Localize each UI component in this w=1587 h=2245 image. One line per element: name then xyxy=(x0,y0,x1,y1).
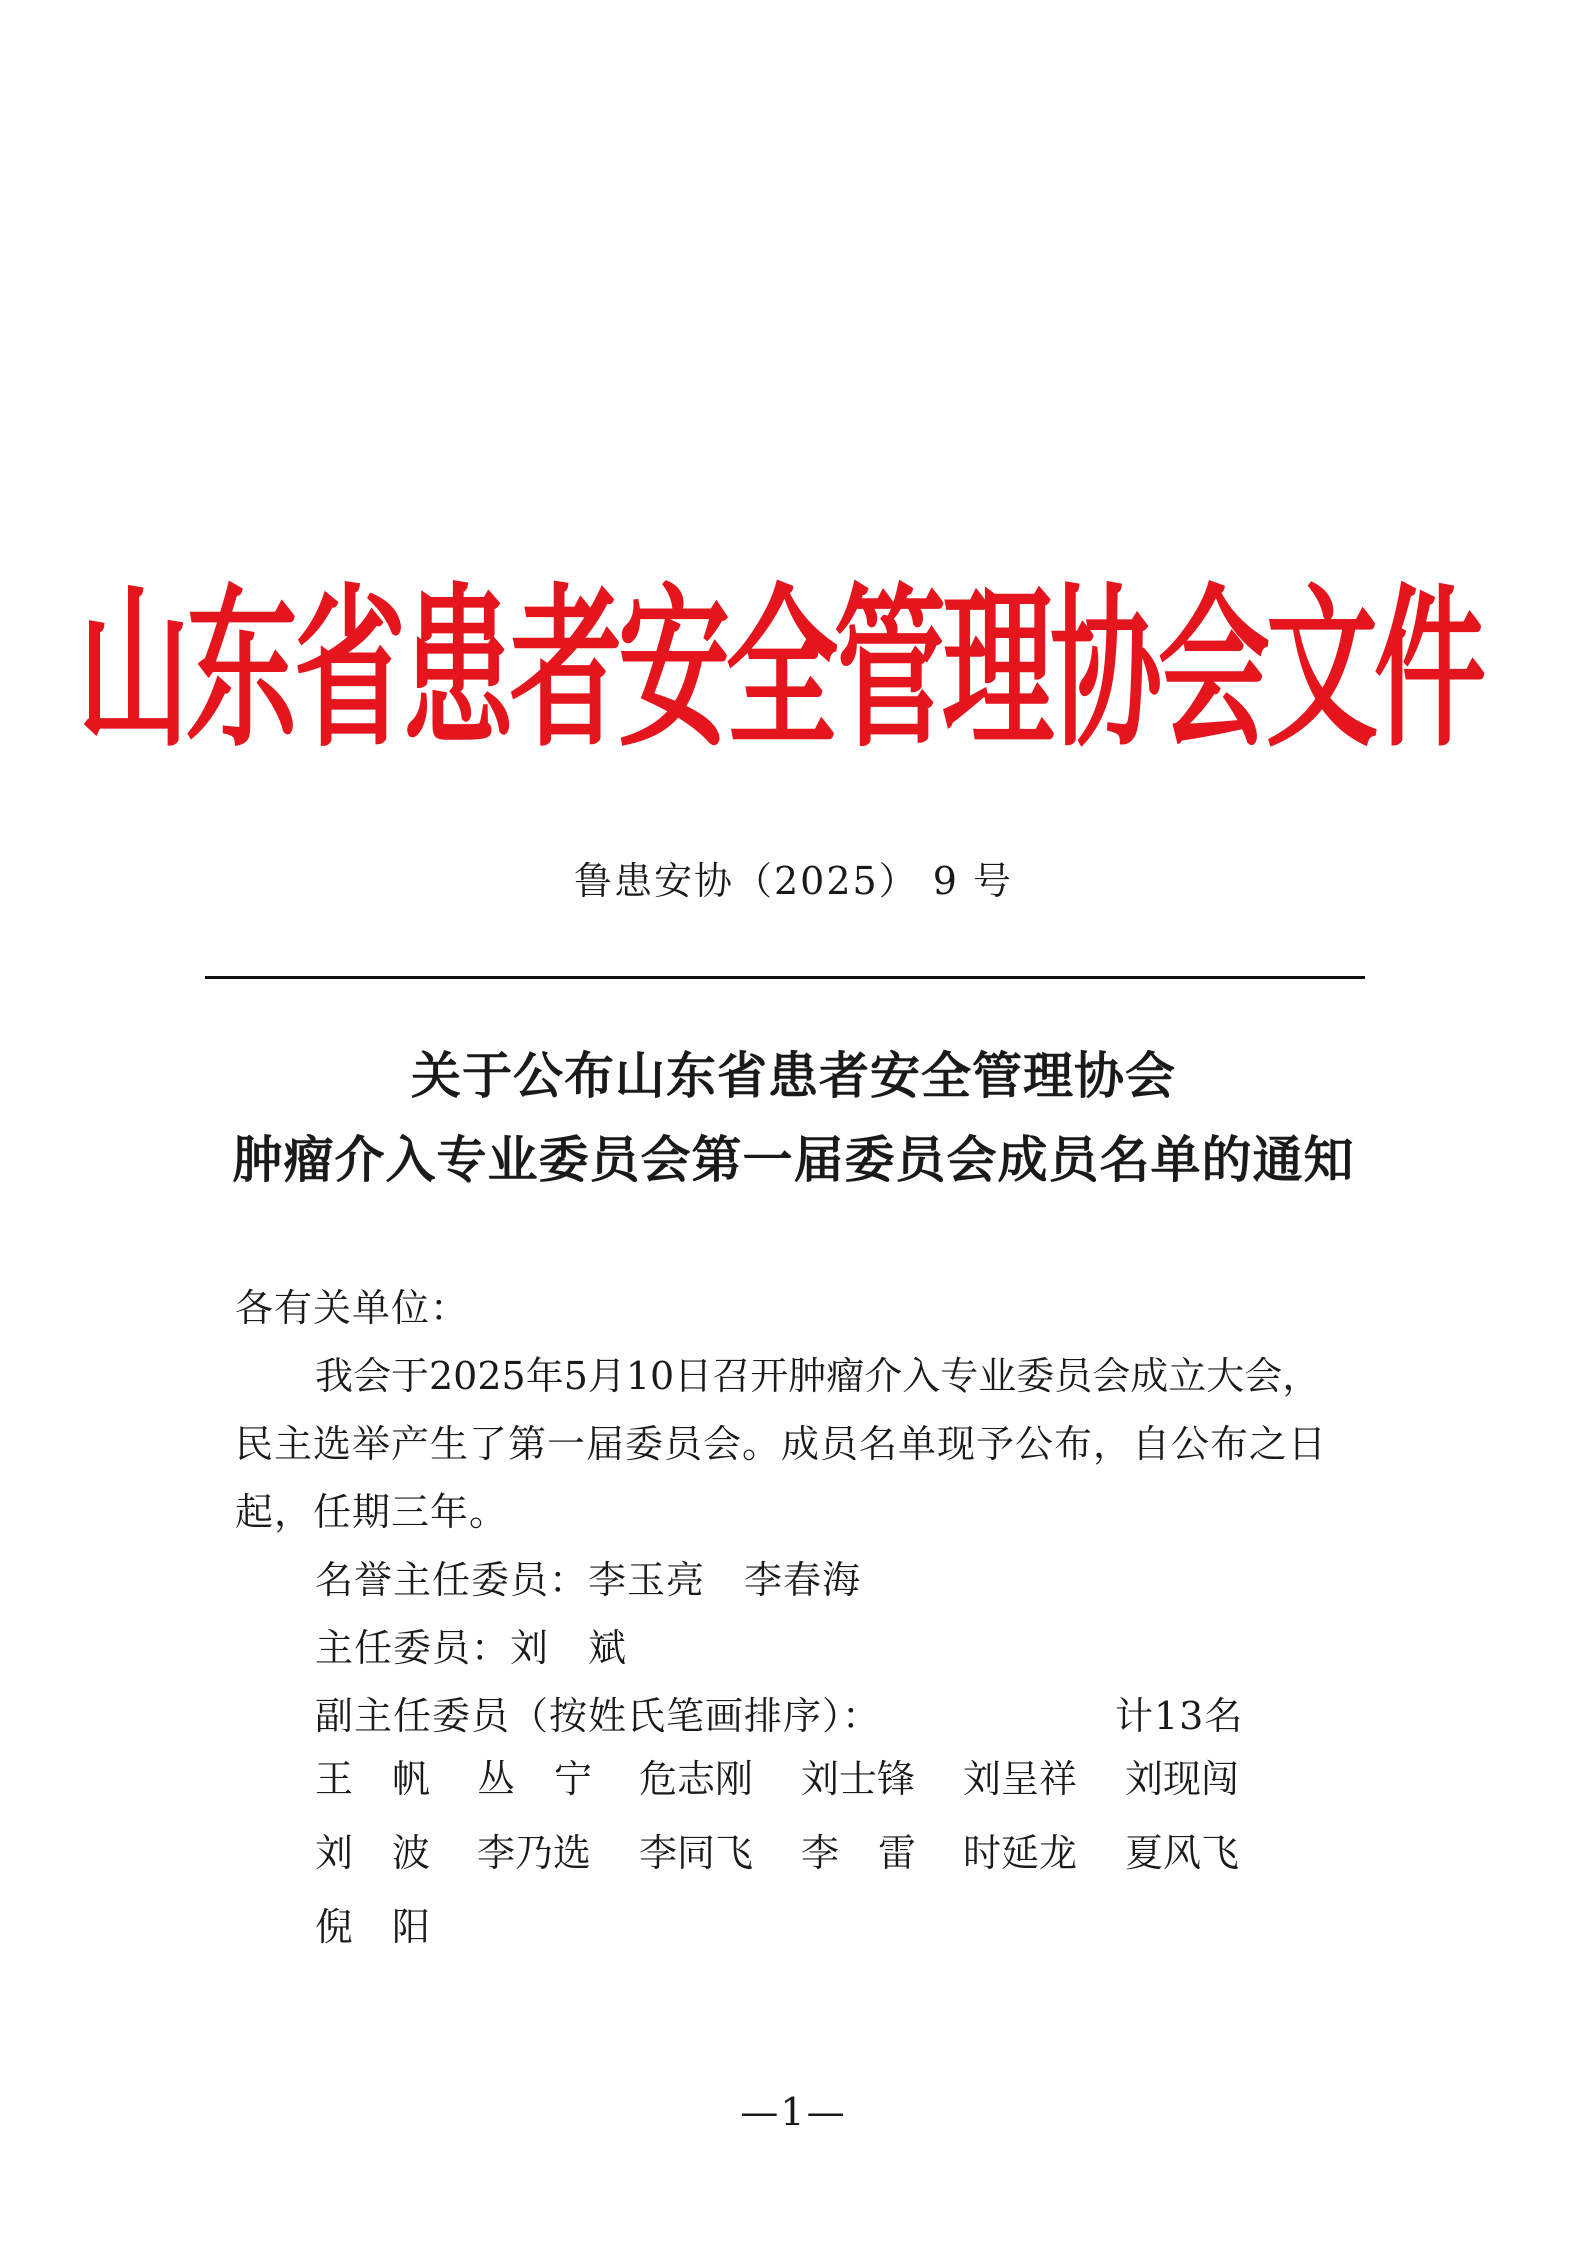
deputy-member-name: 李乃选 xyxy=(477,1831,592,1875)
deputy-member-name: 李 雷 xyxy=(801,1831,916,1875)
deputy-member-name: 倪 阳 xyxy=(315,1905,430,1949)
deputy-member-name: 刘士锋 xyxy=(801,1757,916,1801)
body-paragraph-line-1: 我会于2025年5月10日召开肿瘤介入专业委员会成立大会， xyxy=(315,1354,1321,1398)
notice-title-line-1: 关于公布山东省患者安全管理协会 xyxy=(411,1047,1176,1105)
deputy-member-name: 刘现闯 xyxy=(1125,1757,1240,1801)
salutation: 各有关单位： xyxy=(235,1286,470,1330)
deputy-member-name: 危志刚 xyxy=(639,1757,754,1801)
deputy-member-name: 刘 波 xyxy=(315,1831,430,1875)
body-paragraph-line-3: 起，任期三年。 xyxy=(235,1490,509,1534)
deputy-directors-count: 计13名 xyxy=(1115,1694,1244,1738)
body-paragraph-line-2: 民主选举产生了第一届委员会。成员名单现予公布，自公布之日 xyxy=(235,1422,1328,1466)
deputy-member-name: 王 帆 xyxy=(315,1757,430,1801)
honorary-directors: 名誉主任委员：李玉亮 李春海 xyxy=(315,1558,862,1602)
deputy-member-name: 李同飞 xyxy=(639,1831,754,1875)
deputy-names-row-2 xyxy=(315,1822,1275,1875)
deputy-names-row-1 xyxy=(315,1748,1275,1801)
deputy-member-name: 刘呈祥 xyxy=(963,1757,1078,1801)
deputy-member-name: 时延龙 xyxy=(963,1831,1078,1875)
notice-title-line-2: 肿瘤介入专业委员会第一届委员会成员名单的通知 xyxy=(232,1131,1355,1189)
deputy-names-row-3 xyxy=(315,1896,1275,1949)
director: 主任委员：刘 斌 xyxy=(315,1626,628,1670)
deputy-directors-label: 副主任委员（按姓氏笔画排序）： xyxy=(315,1694,882,1738)
document-number: 鲁患安协（2025） 9 号 xyxy=(573,859,1014,903)
page-number: —1— xyxy=(740,2090,847,2134)
separator-line xyxy=(205,976,1365,979)
deputy-member-name: 夏风飞 xyxy=(1125,1831,1240,1875)
masthead-title: 山东省患者安全管理协会文件 xyxy=(78,568,1482,771)
deputy-member-name: 丛 宁 xyxy=(477,1757,592,1801)
